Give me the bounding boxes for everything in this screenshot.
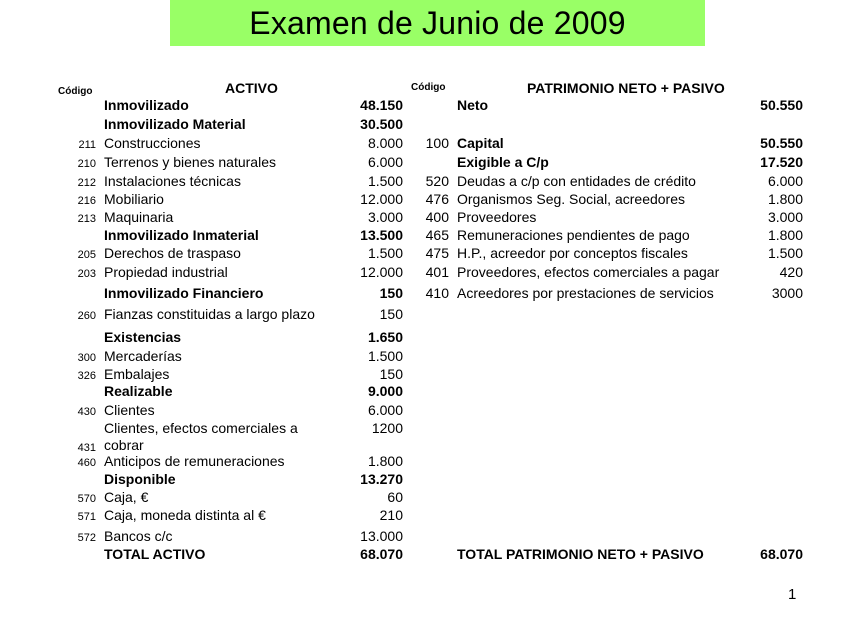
codigo-header-right: Código bbox=[411, 82, 446, 93]
account-label: Inmovilizado Financiero bbox=[104, 285, 264, 301]
account-label: Derechos de traspaso bbox=[104, 245, 241, 261]
account-label: Proveedores bbox=[457, 209, 537, 225]
account-label: Capital bbox=[457, 135, 504, 151]
account-label: Clientes bbox=[104, 402, 155, 418]
activo-row bbox=[0, 329, 848, 347]
account-value: 6.000 bbox=[367, 154, 403, 170]
account-label: Disponible bbox=[104, 471, 176, 487]
account-code: 100 bbox=[425, 135, 449, 151]
account-code: 300 bbox=[77, 352, 96, 364]
account-code: 570 bbox=[77, 493, 96, 505]
account-label: Clientes, efectos comerciales a cobrar bbox=[104, 420, 298, 453]
title-banner bbox=[170, 0, 705, 46]
account-value: 48.150 bbox=[360, 97, 403, 113]
account-value: 3.000 bbox=[767, 209, 803, 225]
account-label: Mercaderías bbox=[104, 348, 182, 364]
account-label: Inmovilizado Material bbox=[104, 116, 246, 132]
account-code: 430 bbox=[77, 406, 96, 418]
account-label: Organismos Seg. Social, acreedores bbox=[457, 191, 685, 207]
account-code: 260 bbox=[77, 310, 96, 322]
account-value: 60 bbox=[387, 489, 403, 505]
account-code: 212 bbox=[77, 177, 96, 189]
account-code: 571 bbox=[77, 511, 96, 523]
account-label: Fianzas constituidas a largo plazo bbox=[104, 306, 315, 322]
account-code: 572 bbox=[77, 532, 96, 544]
account-label: Acreedores por prestaciones de servicios bbox=[457, 285, 714, 301]
pasivo-row bbox=[0, 173, 848, 191]
account-value: 6.000 bbox=[367, 402, 403, 418]
account-code: 211 bbox=[78, 139, 96, 151]
activo-row bbox=[0, 507, 848, 525]
activo-row bbox=[0, 348, 848, 366]
activo-row bbox=[0, 528, 848, 546]
pasivo-row bbox=[0, 546, 848, 564]
account-label: Mobiliario bbox=[104, 191, 164, 207]
account-code: 431 bbox=[77, 442, 96, 454]
account-value: 50.550 bbox=[760, 135, 803, 151]
activo-row bbox=[0, 366, 848, 384]
account-value: 150 bbox=[379, 366, 403, 382]
account-value: 210 bbox=[379, 507, 403, 523]
pasivo-row bbox=[0, 264, 848, 282]
account-value: 1.800 bbox=[367, 453, 403, 469]
account-value: 1.650 bbox=[367, 329, 403, 345]
account-code: 205 bbox=[77, 249, 96, 261]
account-label: Inmovilizado bbox=[104, 97, 189, 113]
account-code: 216 bbox=[77, 195, 96, 207]
account-value: 1.500 bbox=[367, 245, 403, 261]
account-value: 420 bbox=[779, 264, 803, 280]
account-value: 9.000 bbox=[367, 383, 403, 399]
account-code: 465 bbox=[425, 227, 449, 243]
account-code: 410 bbox=[425, 285, 449, 301]
account-value: 12.000 bbox=[360, 191, 403, 207]
activo-row bbox=[0, 116, 848, 134]
account-label: Instalaciones técnicas bbox=[104, 173, 241, 189]
account-label: Remuneraciones pendientes de pago bbox=[457, 227, 690, 243]
account-label: Inmovilizado Inmaterial bbox=[104, 227, 259, 243]
account-value: 68.070 bbox=[360, 546, 403, 562]
account-code: 520 bbox=[425, 173, 449, 189]
account-value: 150 bbox=[379, 306, 403, 322]
account-label: Anticipos de remuneraciones bbox=[104, 453, 285, 469]
account-value: 17.520 bbox=[760, 154, 803, 170]
account-value: 6.000 bbox=[767, 173, 803, 189]
account-value: 1.500 bbox=[367, 173, 403, 189]
account-code: 203 bbox=[77, 268, 96, 280]
account-label: H.P., acreedor por conceptos fiscales bbox=[457, 245, 688, 261]
pasivo-row bbox=[0, 154, 848, 172]
pasivo-row bbox=[0, 227, 848, 245]
account-value: 8.000 bbox=[367, 135, 403, 151]
account-label: Deudas a c/p con entidades de crédito bbox=[457, 173, 696, 189]
activo-row bbox=[0, 402, 848, 420]
account-value: 30.500 bbox=[360, 116, 403, 132]
account-value: 150 bbox=[379, 285, 403, 301]
account-value: 3000 bbox=[771, 285, 803, 301]
activo-header: ACTIVO bbox=[225, 80, 278, 96]
activo-row bbox=[0, 383, 848, 401]
activo-row bbox=[0, 489, 848, 507]
account-label: Neto bbox=[457, 97, 489, 113]
activo-row bbox=[0, 306, 848, 324]
account-value: 3.000 bbox=[367, 209, 403, 225]
account-label: Exigible a C/p bbox=[457, 154, 549, 170]
account-label: Realizable bbox=[104, 383, 173, 399]
pasivo-row bbox=[0, 97, 848, 115]
account-code: 476 bbox=[425, 191, 449, 207]
pasivo-row bbox=[0, 209, 848, 227]
account-code: 326 bbox=[77, 370, 96, 382]
account-value: 12.000 bbox=[360, 264, 403, 280]
account-code: 210 bbox=[77, 158, 96, 170]
account-value: 13.500 bbox=[360, 227, 403, 243]
account-label: Construcciones bbox=[104, 135, 201, 151]
pasivo-row bbox=[0, 191, 848, 209]
account-label: Caja, € bbox=[104, 489, 149, 505]
page-title: Examen de Junio de 2009 bbox=[249, 4, 626, 41]
activo-row bbox=[0, 453, 848, 471]
account-label: Embalajes bbox=[104, 366, 170, 382]
account-value: 50.550 bbox=[760, 97, 803, 113]
codigo-header-left: Código bbox=[58, 86, 93, 97]
pasivo-row bbox=[0, 245, 848, 263]
account-label: Propiedad industrial bbox=[104, 264, 228, 280]
account-label: Terrenos y bienes naturales bbox=[104, 154, 276, 170]
account-value: 68.070 bbox=[760, 546, 803, 562]
account-code: 475 bbox=[425, 245, 449, 261]
account-label: Proveedores, efectos comerciales a pagar bbox=[457, 264, 720, 280]
pasivo-row bbox=[0, 285, 848, 303]
account-value: 1.500 bbox=[767, 245, 803, 261]
account-value: 1.800 bbox=[767, 191, 803, 207]
account-value: 13.000 bbox=[360, 528, 403, 544]
pasivo-header: PATRIMONIO NETO + PASIVO bbox=[527, 80, 725, 96]
page-number: 1 bbox=[788, 586, 797, 603]
account-code: 400 bbox=[425, 209, 449, 225]
account-label: Caja, moneda distinta al € bbox=[104, 507, 266, 523]
account-code: 213 bbox=[77, 213, 96, 225]
account-label: Maquinaria bbox=[104, 209, 174, 225]
account-label: Bancos c/c bbox=[104, 528, 173, 544]
account-value: 1.500 bbox=[367, 348, 403, 364]
account-code: 401 bbox=[425, 264, 449, 280]
activo-row bbox=[0, 420, 848, 454]
pasivo-row bbox=[0, 135, 848, 153]
activo-row bbox=[0, 471, 848, 489]
account-label: Existencias bbox=[104, 329, 182, 345]
account-label: TOTAL PATRIMONIO NETO + PASIVO bbox=[457, 546, 704, 562]
account-label: TOTAL ACTIVO bbox=[104, 546, 206, 562]
account-value: 1200 bbox=[371, 420, 403, 436]
account-code: 460 bbox=[77, 457, 96, 469]
account-value: 1.800 bbox=[767, 227, 803, 243]
account-value: 13.270 bbox=[360, 471, 403, 487]
